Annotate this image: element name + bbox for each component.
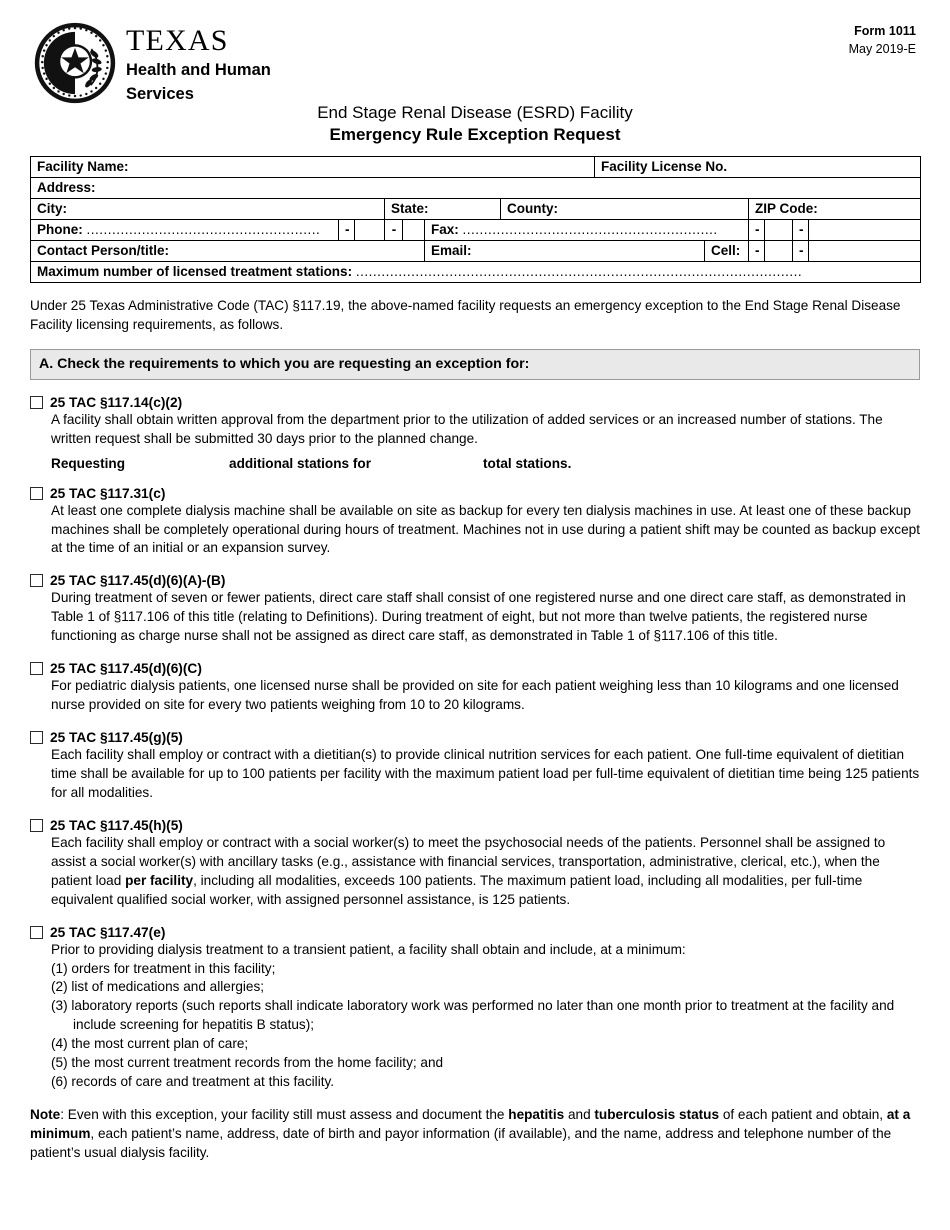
checkbox-117-14-c-2[interactable] xyxy=(30,396,43,409)
checkbox-117-45-d-6-c[interactable] xyxy=(30,662,43,675)
fax-segment-1[interactable] xyxy=(765,220,793,241)
cell-dash-1: - xyxy=(749,241,765,262)
intro-paragraph: Under 25 Texas Administrative Code (TAC) §117.19, the above-named facility requests an emergency exception to the End Stage Renal Disease Facility licensing requirements, as follows. xyxy=(30,298,901,333)
cell-zip[interactable]: ZIP Code: xyxy=(749,199,921,220)
note-label: Note xyxy=(30,1106,61,1122)
phone-segment-1[interactable] xyxy=(355,220,385,241)
table-row-city-state xyxy=(31,199,921,220)
cell-county[interactable]: County: xyxy=(501,199,749,220)
note-paragraph xyxy=(30,1106,920,1163)
requirement-item-6 xyxy=(30,817,920,910)
checkbox-117-45-h-5[interactable] xyxy=(30,819,43,832)
cell-address[interactable]: Address: xyxy=(31,178,921,199)
cell-phone[interactable] xyxy=(31,220,339,241)
stations-fill-line xyxy=(51,456,920,471)
requirement-item-3 xyxy=(30,572,920,646)
list-item: (6) records of care and treatment at this facility. xyxy=(51,1073,335,1089)
table-row-facility-name xyxy=(31,157,921,178)
fax-segment-2[interactable] xyxy=(809,220,921,241)
cell-contact-person[interactable]: Contact Person/title: xyxy=(31,241,425,262)
item-title: 25 TAC §117.45(d)(6)(A)-(B) xyxy=(50,573,226,589)
list-item: (5) the most current treatment records from the home facility; and xyxy=(51,1054,444,1070)
fax-dash-2: - xyxy=(793,220,809,241)
item-body xyxy=(51,834,920,910)
table-row-max-stations xyxy=(31,262,921,283)
item-body-emphasis: per facility xyxy=(125,872,194,888)
total-stations-label: total stations. xyxy=(483,455,572,471)
list-item: (3) laboratory reports (such reports shall indicate laboratory work was performed no later than one month prior to treatment at the facility and include screening for hepatitis B status); xyxy=(51,998,895,1033)
item-body: A facility shall obtain written approval from the department prior to the utilization of added services or an increased number of stations. The written request shall be submitted 30 days prior to the planned change. xyxy=(51,411,883,446)
logo-subtitle-line1: Health and Human xyxy=(126,61,271,79)
cell-cell-label[interactable]: Cell: xyxy=(705,241,749,262)
facility-info-table xyxy=(30,156,921,283)
cell-max-stations[interactable] xyxy=(31,262,921,283)
table-row-contact xyxy=(31,241,921,262)
table-row-address xyxy=(31,178,921,199)
requirement-item-4 xyxy=(30,660,920,715)
item-title: 25 TAC §117.47(e) xyxy=(50,924,166,940)
checkbox-117-47-e[interactable] xyxy=(30,926,43,939)
form-revision-date: May 2019-E xyxy=(848,42,916,57)
cell-email[interactable]: Email: xyxy=(425,241,705,262)
table-row-phone-fax xyxy=(31,220,921,241)
texas-state-seal-icon xyxy=(34,22,116,104)
item-title: 25 TAC §117.45(g)(5) xyxy=(50,730,183,746)
checkbox-117-45-g-5[interactable] xyxy=(30,731,43,744)
transient-patient-requirements-list xyxy=(51,960,920,1092)
item-body: During treatment of seven or fewer patients, direct care staff shall consist of one registered nurse and one direct care staff, as demonstrated in Table 1 of §117.106 of this title (relating to Definitions). During treatment of eight, but not more than twelve patients, the registered nurse functioning as charge nurse shall not be assigned as direct care staff, as demonstrated in Table 1 of §117.106 of this title. xyxy=(51,590,906,644)
form-number: Form 1011 xyxy=(854,24,916,38)
cell-facility-name[interactable]: Facility Name: xyxy=(31,157,595,178)
list-item: (4) the most current plan of care; xyxy=(51,1036,249,1052)
document-title xyxy=(30,102,920,147)
list-item: (1) orders for treatment in this facility; xyxy=(51,960,276,976)
fax-dots: ............................................................ xyxy=(462,222,718,238)
item-title: 25 TAC §117.31(c) xyxy=(50,485,166,501)
phone-segment-2[interactable] xyxy=(403,220,425,241)
cell-facility-license[interactable]: Facility License No. xyxy=(595,157,921,178)
cell-segment-1[interactable] xyxy=(765,241,793,262)
requesting-label: Requesting xyxy=(51,455,126,471)
agency-logo xyxy=(34,22,271,104)
note-part2: and xyxy=(564,1106,595,1122)
requirement-item-1 xyxy=(30,394,920,471)
phone-dash-1: - xyxy=(339,220,355,241)
item-body: For pediatric dialysis patients, one licensed nurse shall be provided on site for each patient weighing less than 10 kilograms and one licensed nurse provided on site for every two patients weighing from 10 to 20 kilograms. xyxy=(51,678,899,713)
note-bold-hepatitis: hepatitis xyxy=(508,1106,565,1122)
max-stations-label: Maximum number of licensed treatment stations: xyxy=(37,264,353,280)
note-part3: of each patient and obtain, xyxy=(719,1106,887,1122)
item-body: Each facility shall employ or contract with a dietitian(s) to provide clinical nutrition services for each patient. One full-time equivalent of dietitian time shall be available for up to 100 patients per facility with the maximum patient load per full-time equivalent of dietitian time being 125 patients for all modalities. xyxy=(51,747,920,800)
item-body: At least one complete dialysis machine shall be available on site as backup for every ten dialysis machines in use. At least one of these backup machines shall be completely operational during hours of treatment. Machines not in use during a patient shift may be counted as backup except at the time of an initial or an expansion survey. xyxy=(51,502,920,556)
requirement-item-2 xyxy=(30,485,920,559)
note-part1: : Even with this exception, your facility still must assess and document the xyxy=(60,1106,509,1122)
section-a-heading: A. Check the requirements to which you are requesting an exception for: xyxy=(30,349,920,380)
title-subtitle: End Stage Renal Disease (ESRD) Facility xyxy=(317,103,633,122)
cell-city[interactable]: City: xyxy=(31,199,385,220)
item-body-part1: Each facility shall employ or contract with a social worker(s) to meet the psychosocial needs of the patients. Personnel shall be assigned to assist a social worker(s) with ancillary tasks (e.g., assistance with financial services, transportation, administrative, clerical, etc.), when the patient load xyxy=(51,834,886,888)
requirement-item-5 xyxy=(30,729,920,803)
logo-subtitle-line2: Services xyxy=(126,85,194,104)
form-meta xyxy=(849,22,916,58)
phone-label: Phone: xyxy=(37,222,83,238)
fax-dash-1: - xyxy=(749,220,765,241)
item-title: 25 TAC §117.45(h)(5) xyxy=(50,817,183,833)
item-title: 25 TAC §117.14(c)(2) xyxy=(50,394,183,410)
checkbox-117-45-d-6-a-b[interactable] xyxy=(30,574,43,587)
additional-stations-label: additional stations for xyxy=(229,455,371,471)
cell-segment-2[interactable] xyxy=(809,241,921,262)
title-main: Emergency Rule Exception Request xyxy=(329,125,621,145)
cell-fax[interactable] xyxy=(425,220,749,241)
phone-dots: ....................................................... xyxy=(86,222,321,238)
document-header xyxy=(30,0,920,108)
note-bold-tuberculosis: tuberculosis status xyxy=(594,1106,720,1122)
list-item: (2) list of medications and allergies; xyxy=(51,979,265,995)
phone-dash-2: - xyxy=(385,220,403,241)
cell-dash-2: - xyxy=(793,241,809,262)
item-body-part2: , including all modalities, exceeds 100 patients. The maximum patient load, including all modalities, per full-time equivalent qualified social worker, with assigned personnel assistance, is 125 patients. xyxy=(51,872,863,907)
item-title: 25 TAC §117.45(d)(6)(C) xyxy=(50,661,202,677)
checkbox-117-31-c[interactable] xyxy=(30,487,43,500)
max-stations-dots: ......................................................................................................... xyxy=(355,264,803,280)
item-body: Prior to providing dialysis treatment to a transient patient, a facility shall obtain and include, at a minimum: xyxy=(51,941,686,957)
logo-texas-wordmark: TEXAS xyxy=(126,24,229,57)
fax-label: Fax: xyxy=(431,222,459,238)
cell-state[interactable]: State: xyxy=(385,199,501,220)
note-bold-minimum: at a minimum xyxy=(30,1106,911,1141)
requirement-item-7 xyxy=(30,924,920,1092)
note-part4: , each patient’s name, address, date of birth and payor information (if available), and the name, address and telephone number of the patient’s usual dialysis facility. xyxy=(30,1125,892,1160)
